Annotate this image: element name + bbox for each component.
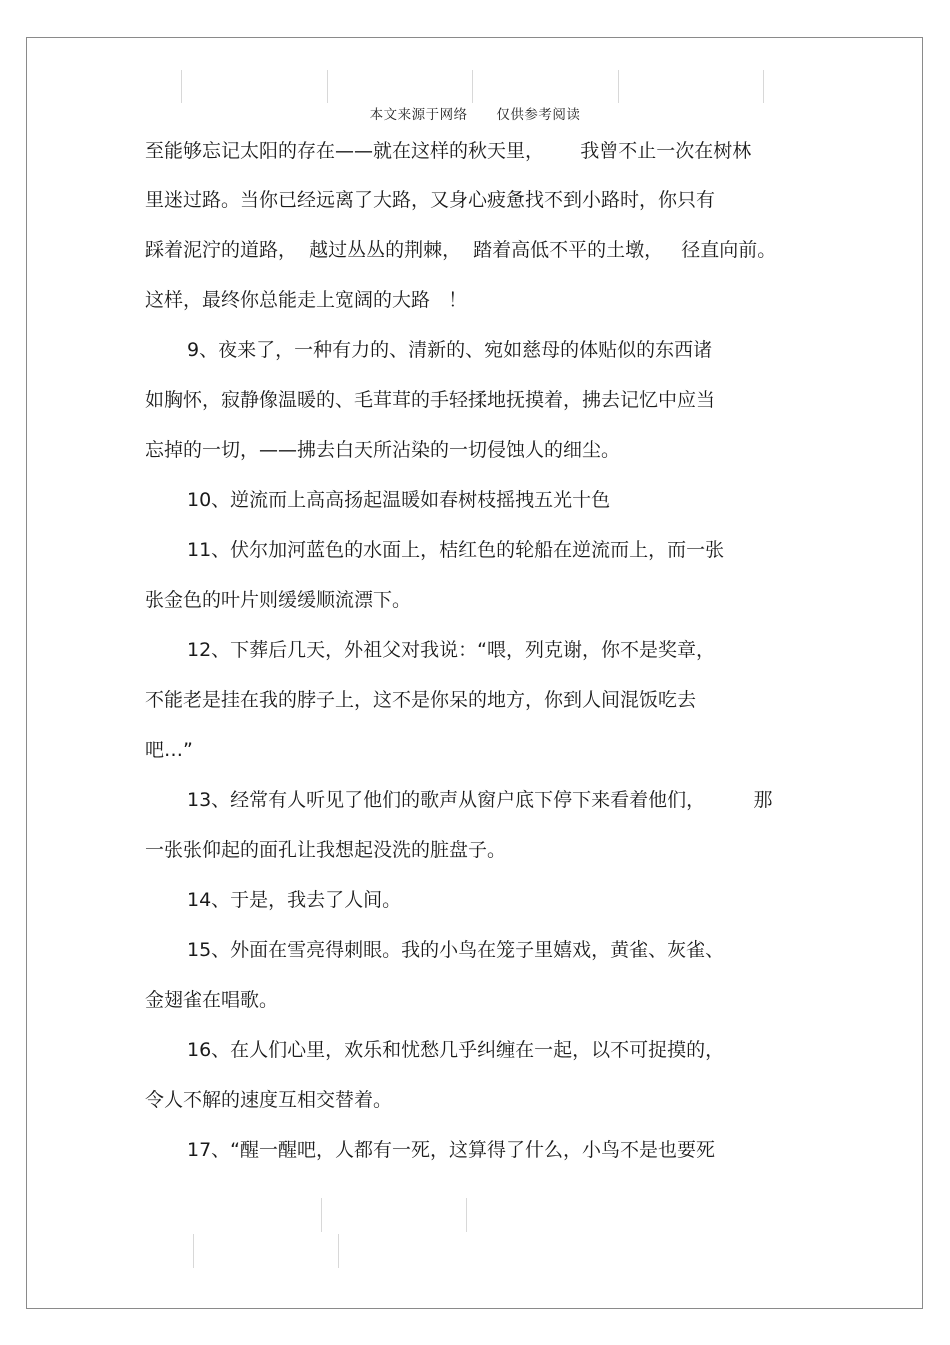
scan-artifact-line (618, 70, 619, 103)
text-line: 张金色的叶片则缓缓顺流漂下。 (145, 589, 412, 611)
text-line: 一张张仰起的面孔让我想起没洗的脏盘子。 (145, 839, 507, 861)
text-line: 令人不解的速度互相交替着。 (145, 1089, 393, 1111)
text-line: 踩着泥泞的道路， 越过丛丛的荆棘， 踏着高低不平的土墩， 径直向前。 (145, 239, 777, 261)
text-line: 吧…” (145, 739, 193, 761)
text-line: 15、外面在雪亮得刺眼。我的小鸟在笼子里嬉戏，黄雀、灰雀、 (187, 939, 725, 961)
scan-artifact-line (193, 1234, 194, 1268)
scan-artifact-line (466, 1198, 467, 1232)
text-line: 金翅雀在唱歌。 (145, 989, 279, 1011)
text-line: 不能老是挂在我的脖子上，这不是你呆的地方，你到人间混饭吃去 (145, 689, 697, 711)
scan-artifact-line (327, 70, 328, 103)
text-line: 至能够忘记太阳的存在——就在这样的秋天里， 我曾不止一次在树林 (145, 140, 752, 162)
page-frame (26, 37, 923, 1309)
text-line: 里迷过路。当你已经远离了大路，又身心疲惫找不到小路时，你只有 (145, 189, 716, 211)
text-line: 13、经常有人听见了他们的歌声从窗户底下停下来看着他们， 那 (187, 789, 773, 811)
text-line: 16、在人们心里，欢乐和忧愁几乎纠缠在一起，以不可捉摸的， (187, 1039, 725, 1061)
text-line: 11、伏尔加河蓝色的水面上，桔红色的轮船在逆流而上，而一张 (187, 539, 725, 561)
scan-artifact-line (321, 1198, 322, 1232)
text-line: 忘掉的一切，——拂去白天所沾染的一切侵蚀人的细尘。 (145, 439, 621, 461)
text-line: 9、夜来了，一种有力的、清新的、宛如慈母的体贴似的东西诸 (187, 339, 713, 361)
page-header: 本文来源于网络 仅供参考阅读 (369, 107, 581, 123)
scan-artifact-line (181, 70, 182, 103)
scan-artifact-line (763, 70, 764, 103)
text-line: 12、下葬后几天，外祖父对我说：“喂，列克谢，你不是奖章， (187, 639, 716, 661)
scan-artifact-line (338, 1234, 339, 1268)
text-line: 10、逆流而上高高扬起温暖如春树枝摇拽五光十色 (187, 489, 611, 511)
scan-artifact-line (472, 70, 473, 103)
text-line: 14、于是，我去了人间。 (187, 889, 402, 911)
text-line: 如胸怀，寂静像温暖的、毛茸茸的手轻揉地抚摸着，拂去记忆中应当 (145, 389, 716, 411)
text-line: 这样，最终你总能走上宽阔的大路 ！ (145, 289, 468, 311)
text-line: 17、“醒一醒吧，人都有一死，这算得了什么，小鸟不是也要死 (187, 1139, 716, 1161)
